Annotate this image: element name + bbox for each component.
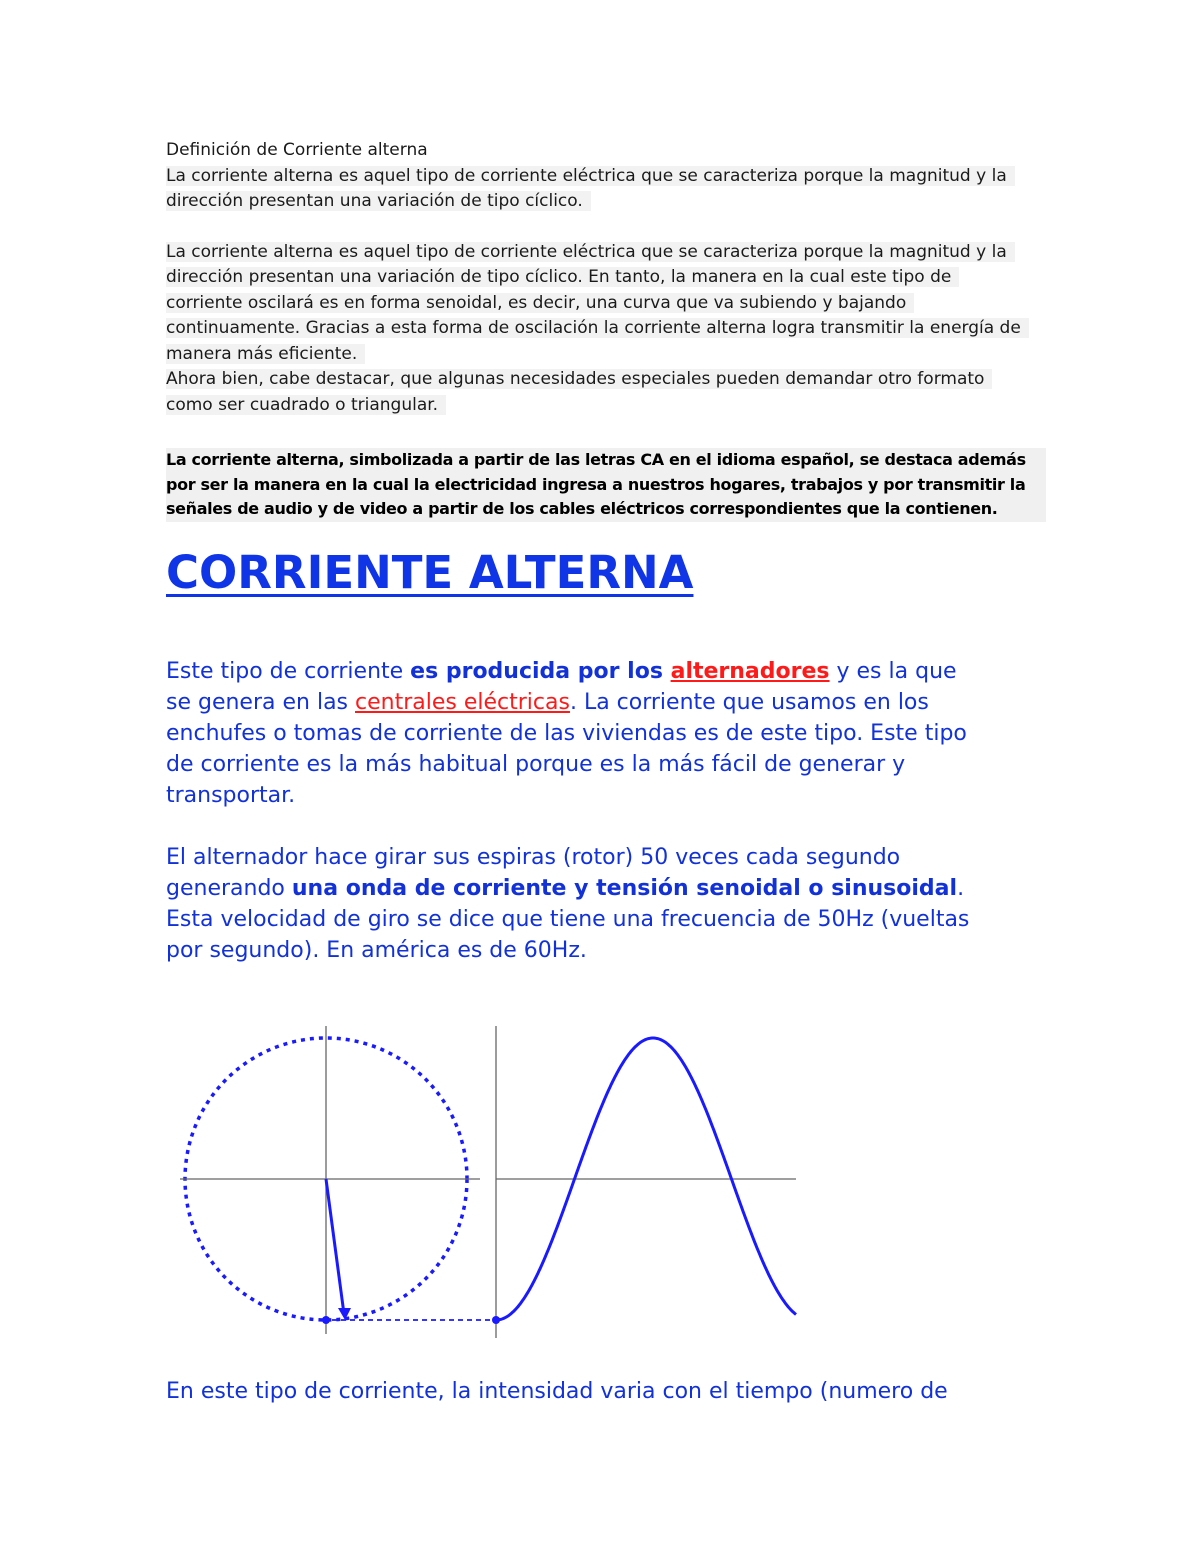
bold-run: es producida por los — [410, 659, 671, 684]
text-line: Esta velocidad de giro se dice que tiene una frecuencia de 50Hz (vueltas — [166, 907, 970, 932]
text-line: En este tipo de corriente, la intensidad varia con el tiempo (numero de — [166, 1379, 948, 1404]
intro-line: La corriente alterna es aquel tipo de corriente eléctrica que se caracteriza porque la magnitud y la — [166, 166, 1015, 186]
intro-line: dirección presentan una variación de tipo cíclico. — [166, 191, 591, 211]
bold-run: una onda de corriente y tensión senoidal o sinusoidal — [291, 876, 958, 901]
definition-heading: Definición de Corriente alterna — [166, 140, 428, 160]
text-run: generando — [166, 876, 292, 901]
text-run: y es la que — [829, 659, 957, 684]
paragraph-alternators — [166, 656, 1046, 811]
text-run: . La corriente que usamos en los — [569, 690, 929, 715]
page-title: CORRIENTE ALTERNA — [166, 546, 694, 599]
text-line: de corriente es la más habitual porque es la más fácil de generar y — [166, 752, 906, 777]
paragraph-intensity — [166, 1376, 1046, 1407]
text-line: enchufes o tomas de corriente de las viviendas es de este tipo. Este tipo — [166, 721, 967, 746]
para-line: continuamente. Gracias a esta forma de oscilación la corriente alterna logra transmitir la energía de — [166, 318, 1029, 338]
para-line: manera más eficiente. — [166, 344, 365, 364]
para-line: dirección presentan una variación de tipo cíclico. En tanto, la manera en la cual este tipo de — [166, 267, 959, 287]
text-line: transportar. — [166, 783, 296, 808]
definition-section — [166, 138, 1046, 418]
bold-line: señales de audio y de video a partir de los cables eléctricos correspondientes que la contienen. — [166, 497, 1046, 522]
text-run: se genera en las — [166, 690, 356, 715]
text-line: El alternador hace girar sus espiras (rotor) 50 veces cada segundo — [166, 845, 901, 870]
para-line: como ser cuadrado o triangular. — [166, 395, 446, 415]
text-run: . — [957, 876, 965, 901]
phasor-arrow — [326, 1179, 344, 1314]
bold-paragraph — [166, 448, 1046, 522]
projection-dot-circle — [322, 1316, 330, 1324]
para-line: Ahora bien, cabe destacar, que algunas necesidades especiales pueden demandar otro formato — [166, 369, 992, 389]
text-line: por segundo). En américa es de 60Hz. — [166, 938, 587, 963]
bold-line: por ser la manera en la cual la electricidad ingresa a nuestros hogares, trabajos y por transmitir la — [166, 473, 1046, 498]
para-line: corriente oscilará es en forma senoidal, es decir, una curva que va subiendo y bajando — [166, 293, 914, 313]
alternadores-link[interactable]: alternadores — [670, 659, 830, 684]
bold-line: La corriente alterna, simbolizada a partir de las letras CA en el idioma español, se destaca además — [166, 448, 1046, 473]
sine-wave-figure — [160, 1018, 820, 1348]
paragraph-frequency — [166, 842, 1046, 966]
para-line: La corriente alterna es aquel tipo de corriente eléctrica que se caracteriza porque la magnitud y la — [166, 242, 1015, 262]
text-run: Este tipo de corriente — [166, 659, 411, 684]
centrales-electricas-link[interactable]: centrales eléctricas — [355, 690, 570, 715]
